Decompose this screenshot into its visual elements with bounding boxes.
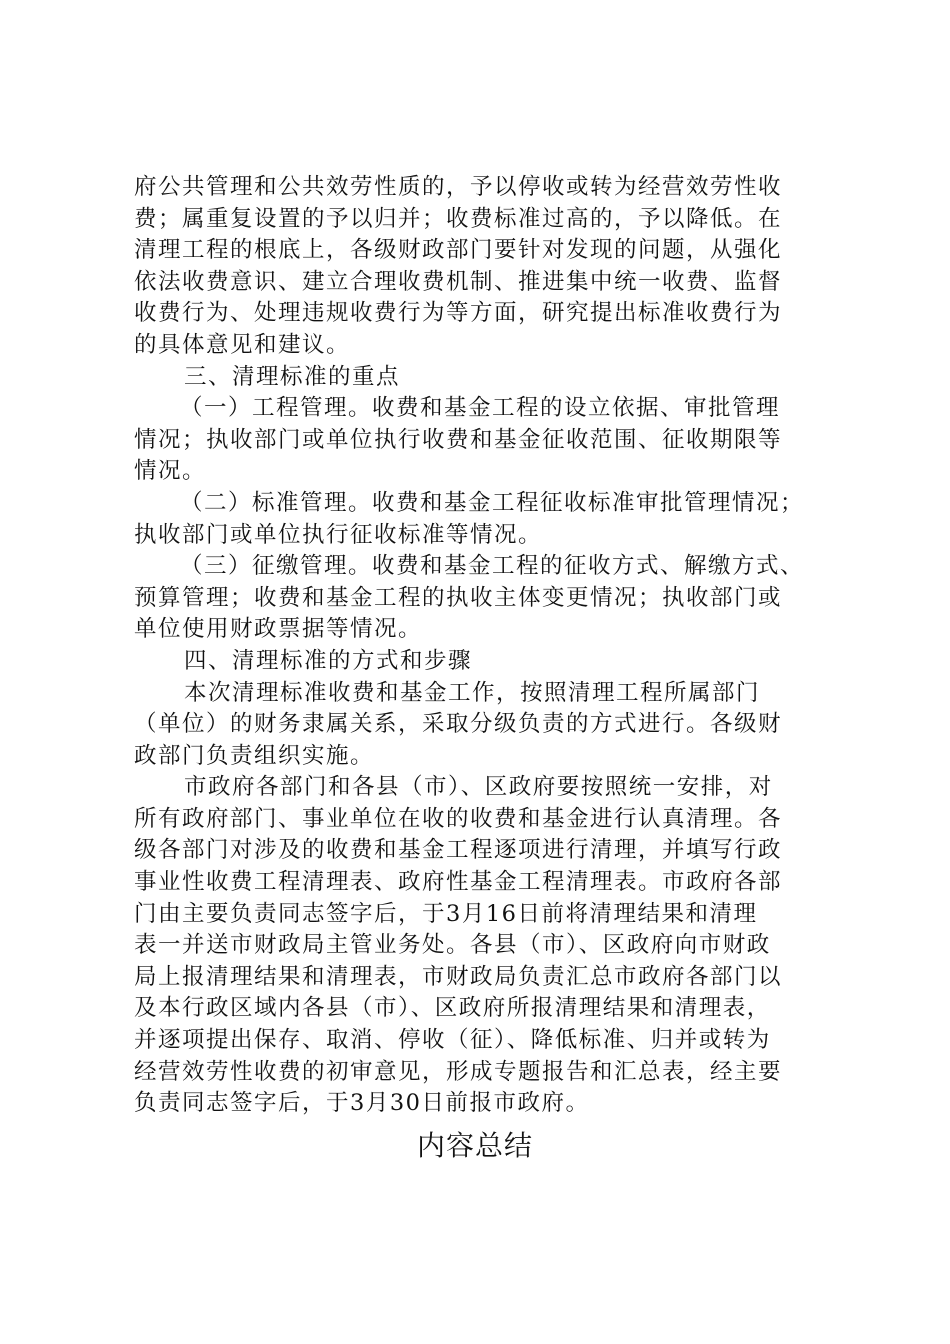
summary-title: 内容总结 [416,1129,533,1162]
text-line: 清理工程的根底上，各级财政部门要针对发现的问题，从强化 [134,237,783,264]
text-line: 情况。 [134,458,207,485]
text-line: 门由主要负责同志签字后，于3月16日前将清理结果和清理 [134,900,758,927]
text-line: 执收部门或单位执行征收标准等情况。 [134,521,543,548]
text-line: 及本行政区域内各县（市）、区政府所报清理结果和清理表， [134,995,771,1022]
text-line: 经营效劳性收费的初审意见，形成专题报告和汇总表，经主要 [134,1058,783,1085]
text-line: 所有政府部门、事业单位在收的收费和基金进行认真清理。各 [134,805,783,832]
text-line: 情况；执收部门或单位执行收费和基金征收范围、征收期限等 [134,426,783,453]
text-line: 事业性收费工程清理表、政府性基金工程清理表。市政府各部 [134,869,783,896]
text-line: 局上报清理结果和清理表，市财政局负责汇总市政府各部门以 [134,963,783,990]
text-line: 费；属重复设置的予以归并；收费标准过高的，予以降低。在 [134,205,783,232]
text-line: 依法收费意识、建立合理收费机制、推进集中统一收费、监督 [134,268,783,295]
text-line: 级各部门对涉及的收费和基金工程逐项进行清理，并填写行政 [134,837,783,864]
text-line: 并逐项提出保存、取消、停收（征）、降低标准、归并或转为 [134,1027,771,1054]
text-line: 的具体意见和建议。 [134,331,351,358]
document-body [134,172,834,1120]
section-heading: 三、清理标准的重点 [184,363,401,390]
text-line: 预算管理；收费和基金工程的执收主体变更情况；执收部门或 [134,584,783,611]
text-line: 负责同志签字后，于3月30日前报市政府。 [134,1090,590,1117]
text-line: 府公共管理和公共效劳性质的，予以停收或转为经营效劳性收 [134,174,783,200]
text-line: 市政府各部门和各县（市）、区政府要按照统一安排，对 [184,774,773,801]
text-line: （一）工程管理。收费和基金工程的设立依据、审批管理 [180,395,781,422]
text-line: 单位使用财政票据等情况。 [134,616,423,643]
text-line: 政部门负责组织实施。 [134,742,375,769]
section-heading: 四、清理标准的方式和步骤 [184,647,473,674]
text-line: 本次清理标准收费和基金工作，按照清理工程所属部门 [184,679,761,706]
text-line: （二）标准管理。收费和基金工程征收标准审批管理情况； [180,489,805,516]
text-line: 表一并送市财政局主管业务处。各县（市）、区政府向市财政 [134,932,771,959]
text-line: （三）征缴管理。收费和基金工程的征收方式、解缴方式、 [180,553,805,580]
text-line: 收费行为、处理违规收费行为等方面，研究提出标准收费行为 [134,300,783,327]
text-line: （单位）的财务隶属关系，采取分级负责的方式进行。各级财 [134,711,783,738]
